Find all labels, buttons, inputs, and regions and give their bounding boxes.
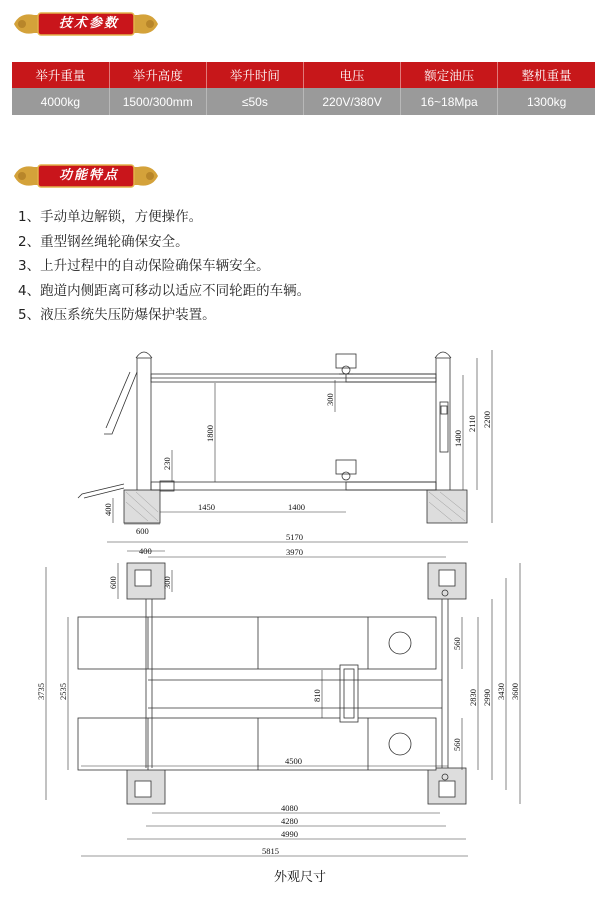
dim-5815: 5815: [262, 846, 279, 856]
top-view-drawing: [36, 532, 520, 856]
dim-2110: 2110: [467, 415, 477, 432]
value-lift-height: 1500/300mm: [109, 88, 206, 115]
side-view-drawing: [78, 350, 492, 536]
feature-item: 1、手动单边解锁，方便操作。: [18, 209, 203, 225]
dim-4080: 4080: [281, 803, 298, 813]
dim-2830: 2830: [468, 689, 478, 706]
dim-560-upper: 560: [452, 637, 462, 650]
header-machine-weight: 整机重量: [498, 62, 595, 88]
header-lift-time: 举升时间: [206, 62, 303, 88]
specs-section-title: 技术参数: [58, 16, 119, 31]
technical-drawings: [0, 330, 600, 865]
dim-3970: 3970: [286, 547, 303, 557]
features-list: [18, 205, 310, 328]
value-lift-weight: 4000kg: [12, 88, 109, 115]
value-machine-weight: 1300kg: [498, 88, 595, 115]
feature-item: 5、液压系统失压防爆保护装置。: [18, 307, 216, 323]
dim-600-side: 600: [136, 526, 149, 536]
header-lift-weight: 举升重量: [12, 62, 109, 88]
dim-1400-vertical: 1400: [453, 430, 463, 447]
header-lift-height: 举升高度: [109, 62, 206, 88]
dim-300: 300: [325, 393, 335, 406]
header-oil-pressure: 额定油压: [401, 62, 498, 88]
spec-table: [12, 62, 595, 115]
dim-400-top: 400: [139, 546, 152, 556]
dim-3600: 3600: [510, 683, 520, 700]
dim-3430: 3430: [496, 683, 506, 700]
dim-560-lower: 560: [452, 738, 462, 751]
feature-item: 2、重型钢丝绳轮确保安全。: [18, 233, 189, 250]
dim-3735: 3735: [36, 683, 46, 700]
dim-300-top: 300: [162, 576, 172, 589]
spec-table-value-row: [12, 88, 595, 115]
drawing-caption: 外观尺寸: [273, 870, 326, 885]
dim-4500: 4500: [285, 756, 302, 766]
features-section-title: 功能特点: [58, 168, 119, 183]
dim-1400-horizontal: 1400: [288, 502, 305, 512]
feature-item: 4、跑道内侧距离可移动以适应不同轮距的车辆。: [18, 282, 311, 299]
dim-810: 810: [312, 689, 322, 702]
dim-4280: 4280: [281, 816, 298, 826]
spec-table-header-row: [12, 62, 595, 88]
dim-1450: 1450: [198, 502, 215, 512]
dim-1800: 1800: [205, 425, 215, 442]
dim-2535: 2535: [58, 683, 68, 700]
dim-2990: 2990: [482, 689, 492, 706]
dim-400-side: 400: [103, 503, 113, 516]
dim-2200: 2200: [482, 411, 492, 428]
value-lift-time: ≤50s: [206, 88, 303, 115]
specs-section-banner: [12, 10, 160, 38]
dim-230: 230: [162, 457, 172, 470]
value-voltage: 220V/380V: [303, 88, 400, 115]
features-section-banner: [12, 162, 160, 190]
dim-5170: 5170: [286, 532, 303, 542]
feature-item: 3、上升过程中的自动保险确保车辆安全。: [18, 258, 270, 274]
dim-600-top: 600: [108, 576, 118, 589]
value-oil-pressure: 16~18Mpa: [401, 88, 498, 115]
header-voltage: 电压: [303, 62, 400, 88]
dim-4990: 4990: [281, 829, 298, 839]
